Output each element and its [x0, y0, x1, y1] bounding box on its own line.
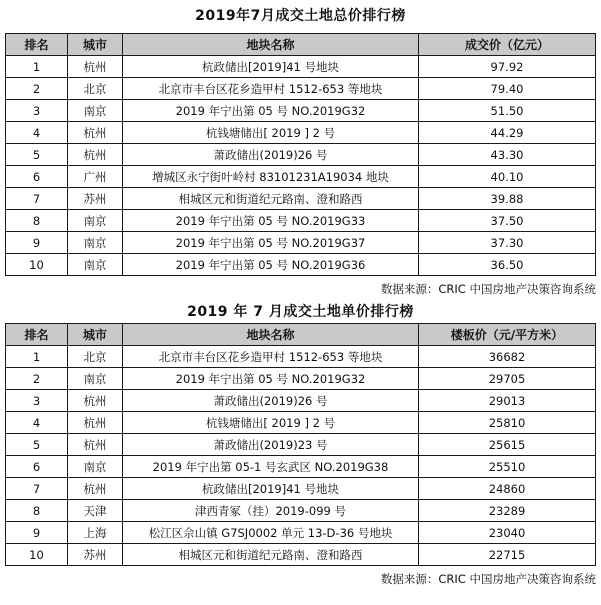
cell-rank: 6	[6, 456, 68, 478]
table-row	[6, 500, 596, 522]
cell-city: 广州	[68, 166, 123, 188]
header-row	[6, 324, 596, 346]
cell-value: 24860	[419, 478, 596, 500]
cell-plot-name: 北京市丰台区花乡造甲村 1512-653 等地块	[123, 346, 419, 368]
cell-plot-name: 杭钱塘储出[ 2019 ] 2 号	[123, 122, 419, 144]
cell-rank: 10	[6, 254, 68, 276]
table-row	[6, 346, 596, 368]
unit-price-ranking-table	[5, 323, 596, 566]
table-row	[6, 412, 596, 434]
cell-rank: 2	[6, 78, 68, 100]
cell-rank: 2	[6, 368, 68, 390]
cell-value: 37.50	[419, 210, 596, 232]
cell-plot-name: 相城区元和街道纪元路南、澄和路西	[123, 188, 419, 210]
cell-value: 22715	[419, 544, 596, 566]
table-row	[6, 478, 596, 500]
header-row	[6, 34, 596, 56]
cell-plot-name: 2019 年宁出第 05 号 NO.2019G33	[123, 210, 419, 232]
table-row	[6, 254, 596, 276]
cell-rank: 5	[6, 144, 68, 166]
cell-value: 51.50	[419, 100, 596, 122]
table-row	[6, 100, 596, 122]
cell-value: 36.50	[419, 254, 596, 276]
cell-city: 杭州	[68, 122, 123, 144]
cell-value: 23289	[419, 500, 596, 522]
cell-city: 南京	[68, 368, 123, 390]
table-row	[6, 122, 596, 144]
cell-city: 北京	[68, 346, 123, 368]
table-title: 2019 年 7 月成交土地单价排行榜	[187, 304, 414, 320]
cell-value: 40.10	[419, 166, 596, 188]
data-source: 数据来源：CRIC 中国房地产决策咨询系统	[380, 282, 596, 296]
table-row	[6, 188, 596, 210]
table-row	[6, 56, 596, 78]
cell-city: 杭州	[68, 144, 123, 166]
cell-rank: 1	[6, 56, 68, 78]
cell-plot-name: 2019 年宁出第 05-1 号玄武区 NO.2019G38	[123, 456, 419, 478]
cell-plot-name: 杭政储出[2019]41 号地块	[123, 56, 419, 78]
table-row	[6, 210, 596, 232]
table-row	[6, 544, 596, 566]
cell-value: 29013	[419, 390, 596, 412]
cell-plot-name: 萧政储出(2019)23 号	[123, 434, 419, 456]
cell-rank: 7	[6, 478, 68, 500]
cell-value: 25810	[419, 412, 596, 434]
header-city: 城市	[68, 34, 123, 56]
header-value: 楼板价（元/平方米）	[419, 324, 596, 346]
data-source: 数据来源：CRIC 中国房地产决策咨询系统	[380, 572, 596, 586]
unit-price-ranking-section	[0, 303, 601, 593]
table-row	[6, 456, 596, 478]
cell-city: 天津	[68, 500, 123, 522]
cell-value: 44.29	[419, 122, 596, 144]
cell-city: 南京	[68, 254, 123, 276]
cell-plot-name: 杭政储出[2019]41 号地块	[123, 478, 419, 500]
cell-rank: 4	[6, 412, 68, 434]
header-value: 成交价（亿元）	[419, 34, 596, 56]
cell-value: 43.30	[419, 144, 596, 166]
cell-plot-name: 津西青冢（挂）2019-099 号	[123, 500, 419, 522]
table-row	[6, 522, 596, 544]
cell-plot-name: 北京市丰台区花乡造甲村 1512-653 等地块	[123, 78, 419, 100]
table-title: 2019年7月成交土地总价排行榜	[195, 8, 406, 24]
cell-rank: 1	[6, 346, 68, 368]
header-rank: 排名	[6, 34, 68, 56]
cell-rank: 4	[6, 122, 68, 144]
cell-rank: 7	[6, 188, 68, 210]
cell-value: 97.92	[419, 56, 596, 78]
cell-rank: 9	[6, 232, 68, 254]
cell-rank: 6	[6, 166, 68, 188]
cell-city: 苏州	[68, 544, 123, 566]
cell-city: 杭州	[68, 478, 123, 500]
table-row	[6, 166, 596, 188]
total-price-ranking-table	[5, 33, 596, 276]
cell-rank: 8	[6, 210, 68, 232]
cell-plot-name: 2019 年宁出第 05 号 NO.2019G32	[123, 368, 419, 390]
cell-value: 25510	[419, 456, 596, 478]
table-row	[6, 232, 596, 254]
cell-city: 杭州	[68, 434, 123, 456]
cell-value: 25615	[419, 434, 596, 456]
cell-plot-name: 相城区元和街道纪元路南、澄和路西	[123, 544, 419, 566]
cell-city: 南京	[68, 210, 123, 232]
cell-rank: 9	[6, 522, 68, 544]
cell-city: 北京	[68, 78, 123, 100]
cell-city: 上海	[68, 522, 123, 544]
table-row	[6, 434, 596, 456]
cell-value: 37.30	[419, 232, 596, 254]
cell-city: 南京	[68, 100, 123, 122]
cell-plot-name: 杭钱塘储出[ 2019 ] 2 号	[123, 412, 419, 434]
cell-value: 39.88	[419, 188, 596, 210]
table-row	[6, 78, 596, 100]
cell-city: 杭州	[68, 390, 123, 412]
cell-plot-name: 2019 年宁出第 05 号 NO.2019G36	[123, 254, 419, 276]
cell-city: 南京	[68, 232, 123, 254]
cell-plot-name: 萧政储出(2019)26 号	[123, 144, 419, 166]
cell-value: 36682	[419, 346, 596, 368]
cell-value: 29705	[419, 368, 596, 390]
table-row	[6, 368, 596, 390]
cell-city: 杭州	[68, 56, 123, 78]
cell-city: 苏州	[68, 188, 123, 210]
header-rank: 排名	[6, 324, 68, 346]
cell-value: 79.40	[419, 78, 596, 100]
cell-rank: 5	[6, 434, 68, 456]
cell-value: 23040	[419, 522, 596, 544]
cell-rank: 3	[6, 100, 68, 122]
table-row	[6, 144, 596, 166]
header-plot-name: 地块名称	[123, 324, 419, 346]
cell-city: 杭州	[68, 412, 123, 434]
cell-plot-name: 增城区永宁街叶岭村 83101231A19034 地块	[123, 166, 419, 188]
cell-plot-name: 2019 年宁出第 05 号 NO.2019G32	[123, 100, 419, 122]
header-city: 城市	[68, 324, 123, 346]
cell-plot-name: 萧政储出(2019)26 号	[123, 390, 419, 412]
cell-rank: 10	[6, 544, 68, 566]
header-plot-name: 地块名称	[123, 34, 419, 56]
cell-plot-name: 2019 年宁出第 05 号 NO.2019G37	[123, 232, 419, 254]
table-row	[6, 390, 596, 412]
cell-plot-name: 松江区佘山镇 G7SJ0002 单元 13-D-36 号地块	[123, 522, 419, 544]
cell-city: 南京	[68, 456, 123, 478]
cell-rank: 8	[6, 500, 68, 522]
cell-rank: 3	[6, 390, 68, 412]
